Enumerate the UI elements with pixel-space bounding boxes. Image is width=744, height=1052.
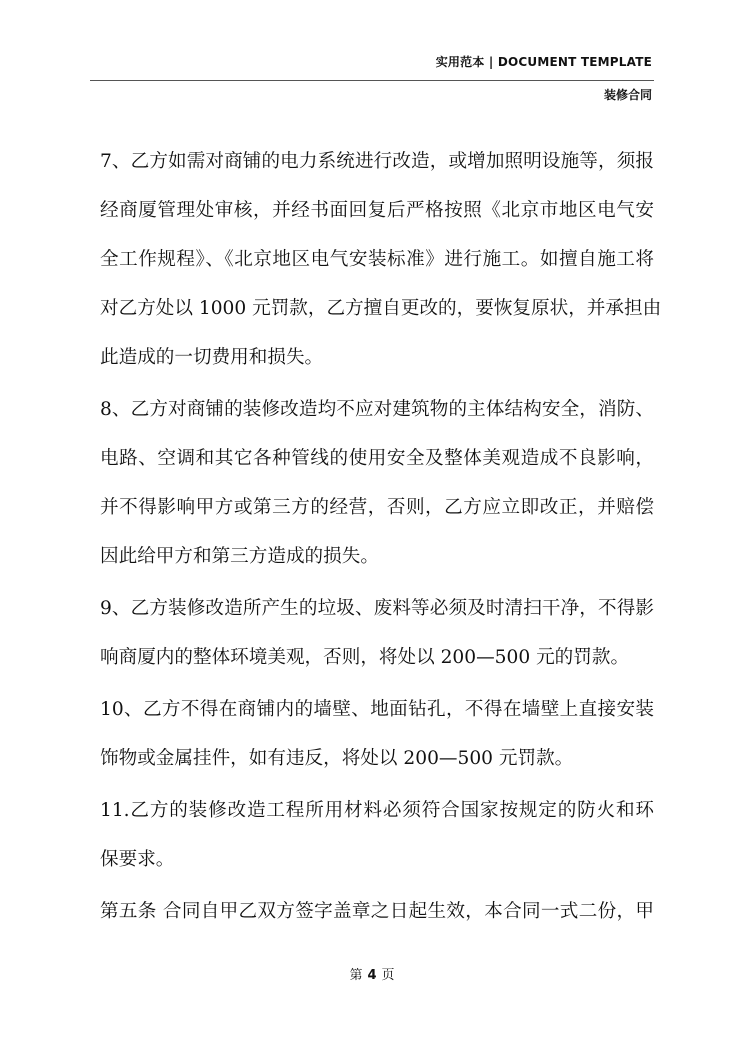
- header-subtitle: 装修合同: [603, 88, 652, 102]
- text-line: 第五条 合同自甲乙双方签字盖章之日起生效，本合同一式二份，甲: [100, 901, 654, 922]
- article-5: [100, 887, 654, 936]
- document-body: [100, 137, 662, 939]
- page-prefix: 第: [349, 968, 363, 983]
- text-line: 响商厦内的整体环境美观，否则，将处以 200—500 元的罚款。: [100, 647, 630, 668]
- text-line: 对乙方处以 1000 元罚款，乙方擅自更改的，要恢复原状，并承担由: [100, 298, 662, 319]
- text-line: 7、乙方如需对商铺的电力系统进行改造，或增加照明设施等，须报: [100, 151, 654, 172]
- text-line: 全工作规程》、《北京地区电气安装标准》进行施工。如擅自施工将: [100, 249, 654, 270]
- text-line: 经商厦管理处审核，并经书面回复后严格按照《北京市地区电气安: [100, 200, 654, 221]
- clause-8: [100, 385, 654, 581]
- header-title: 实用范本 | DOCUMENT TEMPLATE: [435, 55, 652, 69]
- page-number: 4: [367, 968, 377, 983]
- text-line: 饰物或金属挂件，如有违反，将处以 200—500 元罚款。: [100, 748, 574, 769]
- clause-10: [100, 685, 654, 783]
- text-line: 11.乙方的装修改造工程所用材料必须符合国家按规定的防火和环: [100, 800, 654, 821]
- clause-9: [100, 584, 654, 682]
- text-line: 8、乙方对商铺的装修改造均不应对建筑物的主体结构安全，消防、: [100, 399, 654, 420]
- page-footer: [0, 964, 744, 983]
- text-line: 电路、空调和其它各种管线的使用安全及整体美观造成不良影响，: [100, 448, 654, 469]
- text-line: 并不得影响甲方或第三方的经营，否则，乙方应立即改正，并赔偿: [100, 497, 654, 518]
- clause-11: [100, 786, 654, 884]
- text-line: 因此给甲方和第三方造成的损失。: [100, 546, 379, 567]
- text-line: 10、乙方不得在商铺内的墙壁、地面钻孔，不得在墙壁上直接安装: [100, 699, 654, 720]
- text-line: 9、乙方装修改造所产生的垃圾、废料等必须及时清扫干净，不得影: [100, 598, 654, 619]
- page-suffix: 页: [381, 968, 395, 983]
- text-line: 保要求。: [100, 849, 175, 870]
- header-divider: [90, 80, 654, 81]
- clause-7: [100, 137, 662, 382]
- text-line: 此造成的一切费用和损失。: [100, 347, 324, 368]
